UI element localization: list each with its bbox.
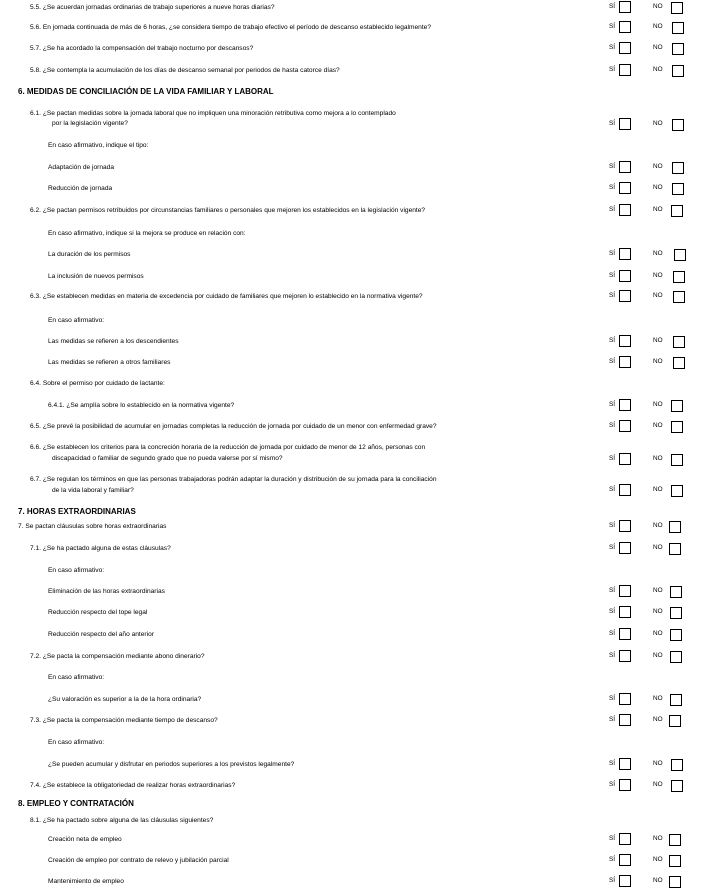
no-checkbox[interactable] (671, 759, 683, 771)
question-text: Reducción respecto del tope legal (48, 609, 148, 616)
section-heading: 6. MEDIDAS DE CONCILIACIÓN DE LA VIDA FAMILIAR Y LABORAL (18, 87, 274, 96)
no-label: NO (653, 486, 663, 493)
question-text: 7.2. ¿Se pacta la compensación mediante abono dinerario? (30, 653, 205, 660)
question-text: Las medidas se refieren a otros familiares (48, 359, 171, 366)
section-heading: 7. HORAS EXTRAORDINARIAS (18, 507, 136, 516)
no-label: NO (653, 401, 663, 408)
question-text: La inclusión de nuevos permisos (48, 273, 144, 280)
yes-label: SÍ (609, 250, 616, 257)
question-text: Mantenimiento de empleo (48, 878, 124, 885)
yes-label: SÍ (609, 630, 616, 637)
yes-checkbox[interactable] (619, 161, 631, 173)
no-checkbox[interactable] (671, 421, 683, 433)
no-checkbox[interactable] (671, 400, 683, 412)
question-text: 6.2. ¿Se pactan permisos retribuidos por circunstancias familiares o personales que mejoren los establecidos en la legislación vigente? (30, 207, 426, 214)
no-label: NO (653, 272, 663, 279)
yes-label: SÍ (609, 760, 616, 767)
no-checkbox[interactable] (671, 205, 683, 217)
no-checkbox[interactable] (670, 651, 682, 663)
yes-checkbox[interactable] (619, 64, 631, 76)
no-label: NO (653, 3, 663, 10)
yes-checkbox[interactable] (619, 356, 631, 368)
instruction-text: En caso afirmativo: (48, 739, 105, 746)
no-checkbox[interactable] (672, 119, 684, 131)
yes-label: SÍ (609, 292, 616, 299)
instruction-text: En caso afirmativo: (48, 317, 105, 324)
no-label: NO (653, 630, 663, 637)
yes-checkbox[interactable] (619, 779, 631, 791)
yes-checkbox[interactable] (619, 21, 631, 33)
yes-checkbox[interactable] (619, 875, 631, 887)
no-label: NO (653, 544, 663, 551)
no-checkbox[interactable] (669, 715, 681, 727)
yes-checkbox[interactable] (619, 585, 631, 597)
question-text: Reducción de jornada (48, 185, 113, 192)
no-label: NO (653, 608, 663, 615)
no-label: NO (653, 184, 663, 191)
no-label: NO (653, 587, 663, 594)
question-text: Adaptación de jornada (48, 164, 114, 171)
question-text: 6.4.1. ¿Se amplía sobre lo establecido en la normativa vigente? (48, 402, 235, 409)
yes-label: SÍ (609, 272, 616, 279)
yes-checkbox[interactable] (619, 270, 631, 282)
yes-checkbox[interactable] (619, 484, 631, 496)
yes-label: SÍ (609, 337, 616, 344)
no-checkbox[interactable] (672, 183, 684, 195)
no-label: NO (653, 206, 663, 213)
question-text: Reducción respecto del año anterior (48, 631, 154, 638)
yes-label: SÍ (609, 358, 616, 365)
no-label: NO (653, 337, 663, 344)
yes-label: SÍ (609, 44, 616, 51)
no-label: NO (653, 652, 663, 659)
question-text: 7. Se pactan cláusulas sobre horas extraordinarias (18, 523, 167, 530)
no-checkbox[interactable] (670, 629, 682, 641)
yes-checkbox[interactable] (619, 335, 631, 347)
yes-label: SÍ (609, 422, 616, 429)
no-checkbox[interactable] (671, 2, 683, 14)
yes-label: SÍ (609, 587, 616, 594)
no-checkbox[interactable] (672, 65, 684, 77)
no-label: NO (653, 760, 663, 767)
yes-checkbox[interactable] (619, 542, 631, 554)
yes-label: SÍ (609, 835, 616, 842)
no-checkbox[interactable] (672, 43, 684, 55)
question-text-continued: de la vida laboral y familiar? (52, 487, 134, 494)
no-label: NO (653, 781, 663, 788)
question-text: ¿Su valoración es superior a la de la hora ordinaria? (48, 696, 202, 703)
question-text: 5.7. ¿Se ha acordado la compensación del trabajo nocturno por descansos? (30, 45, 254, 52)
yes-checkbox[interactable] (619, 420, 631, 432)
no-checkbox[interactable] (670, 586, 682, 598)
yes-checkbox[interactable] (619, 118, 631, 130)
no-checkbox[interactable] (670, 607, 682, 619)
yes-checkbox[interactable] (619, 714, 631, 726)
yes-label: SÍ (609, 184, 616, 191)
question-text: 6.7. ¿Se regulan los términos en que las personas trabajadoras podrán adaptar la duración y distribución de su jornada para la conciliación (30, 476, 437, 483)
yes-label: SÍ (609, 3, 616, 10)
yes-checkbox[interactable] (619, 854, 631, 866)
no-label: NO (653, 66, 663, 73)
yes-checkbox[interactable] (619, 833, 631, 845)
yes-label: SÍ (609, 66, 616, 73)
no-label: NO (653, 23, 663, 30)
yes-label: SÍ (609, 877, 616, 884)
no-checkbox[interactable] (672, 162, 684, 174)
yes-checkbox[interactable] (619, 606, 631, 618)
yes-label: SÍ (609, 455, 616, 462)
yes-label: SÍ (609, 544, 616, 551)
no-checkbox[interactable] (669, 855, 681, 867)
instruction-text: En caso afirmativo, indique si la mejora se produce en relación con: (48, 230, 246, 237)
instruction-text: 8.1. ¿Se ha pactado sobre alguna de las cláusulas siguientes? (30, 817, 214, 824)
yes-label: SÍ (609, 206, 616, 213)
no-checkbox[interactable] (672, 22, 684, 34)
no-label: NO (653, 44, 663, 51)
question-text: 7.1. ¿Se ha pactado alguna de estas cláusulas? (30, 545, 171, 552)
question-text: 6.6. ¿Se establecen los criterios para la concreción horaria de la reducción de jornada por cuidado de menor de 12 años, personas con (30, 444, 426, 451)
no-checkbox[interactable] (674, 249, 686, 261)
question-text: La duración de los permisos (48, 251, 131, 258)
yes-label: SÍ (609, 652, 616, 659)
no-checkbox[interactable] (673, 271, 685, 283)
yes-checkbox[interactable] (619, 693, 631, 705)
yes-checkbox[interactable] (619, 42, 631, 54)
yes-label: SÍ (609, 608, 616, 615)
question-text: 6.3. ¿Se establecen medidas en materia de excedencia por cuidado de familiares que mejoren lo establecido en la normativa vigente? (30, 293, 423, 300)
no-label: NO (653, 856, 663, 863)
no-label: NO (653, 422, 663, 429)
no-checkbox[interactable] (671, 780, 683, 792)
no-label: NO (653, 163, 663, 170)
yes-checkbox[interactable] (619, 399, 631, 411)
no-label: NO (653, 877, 663, 884)
question-text: Las medidas se refieren a los descendientes (48, 338, 179, 345)
yes-label: SÍ (609, 856, 616, 863)
question-text-continued: por la legislación vigente? (52, 120, 128, 127)
question-text: 5.6. En jornada continuada de más de 6 horas, ¿se considera tiempo de trabajo efectivo el período de descanso establecido legalmente? (30, 24, 432, 31)
yes-label: SÍ (609, 23, 616, 30)
no-checkbox[interactable] (673, 291, 685, 303)
yes-label: SÍ (609, 486, 616, 493)
question-text: 5.8. ¿Se contempla la acumulación de los días de descanso semanal por periodos de hasta catorce días? (30, 67, 340, 74)
no-checkbox[interactable] (673, 357, 685, 369)
yes-checkbox[interactable] (619, 628, 631, 640)
yes-label: SÍ (609, 120, 616, 127)
yes-label: SÍ (609, 781, 616, 788)
yes-checkbox[interactable] (619, 1, 631, 13)
no-checkbox[interactable] (669, 521, 681, 533)
yes-checkbox[interactable] (619, 453, 631, 465)
no-label: NO (653, 716, 663, 723)
question-text: Eliminación de las horas extraordinarias (48, 588, 165, 595)
no-label: NO (653, 455, 663, 462)
no-checkbox[interactable] (669, 876, 681, 888)
yes-label: SÍ (609, 163, 616, 170)
no-checkbox[interactable] (670, 694, 682, 706)
no-label: NO (653, 695, 663, 702)
yes-checkbox[interactable] (619, 204, 631, 216)
instruction-text: En caso afirmativo: (48, 567, 105, 574)
yes-checkbox[interactable] (619, 248, 631, 260)
question-text: Creación neta de empleo (48, 836, 122, 843)
no-checkbox[interactable] (673, 336, 685, 348)
no-checkbox[interactable] (669, 834, 681, 846)
no-label: NO (653, 835, 663, 842)
question-text: 7.4. ¿Se establece la obligatoriedad de realizar horas extraordinarias? (30, 782, 236, 789)
no-label: NO (653, 292, 663, 299)
question-text: 7.3. ¿Se pacta la compensación mediante tiempo de descanso? (30, 717, 218, 724)
no-label: NO (653, 522, 663, 529)
question-text: 6.5. ¿Se prevé la posibilidad de acumular en jornadas completas la reducción de jornada por cuidado de un menor con enfermedad grave? (30, 423, 437, 430)
section-heading: 8. EMPLEO Y CONTRATACIÓN (18, 799, 134, 808)
yes-checkbox[interactable] (619, 650, 631, 662)
yes-checkbox[interactable] (619, 758, 631, 770)
question-text: 6.1. ¿Se pactan medidas sobre la jornada laboral que no impliquen una minoración retributiva como mejora a lo contemplado (30, 110, 396, 117)
yes-label: SÍ (609, 522, 616, 529)
yes-checkbox[interactable] (619, 520, 631, 532)
question-text: ¿Se pueden acumular y disfrutar en periodos superiores a los previstos legalmente? (48, 761, 295, 768)
yes-label: SÍ (609, 401, 616, 408)
yes-label: SÍ (609, 695, 616, 702)
instruction-text: En caso afirmativo, indique el tipo: (48, 142, 149, 149)
no-label: NO (653, 250, 663, 257)
yes-checkbox[interactable] (619, 182, 631, 194)
no-label: NO (653, 120, 663, 127)
no-checkbox[interactable] (671, 485, 683, 497)
question-text: 5.5. ¿Se acuerdan jornadas ordinarias de trabajo superiores a nueve horas diarias? (30, 4, 275, 11)
yes-label: SÍ (609, 716, 616, 723)
question-text-continued: discapacidad o familiar de segundo grado que no pueda valerse por sí mismo? (52, 455, 283, 462)
yes-checkbox[interactable] (619, 290, 631, 302)
no-checkbox[interactable] (669, 543, 681, 555)
instruction-text: 6.4. Sobre el permiso por cuidado de lactante: (30, 380, 165, 387)
no-checkbox[interactable] (671, 454, 683, 466)
instruction-text: En caso afirmativo: (48, 674, 105, 681)
question-text: Creación de empleo por contrato de relevo y jubilación parcial (48, 857, 229, 864)
no-label: NO (653, 358, 663, 365)
